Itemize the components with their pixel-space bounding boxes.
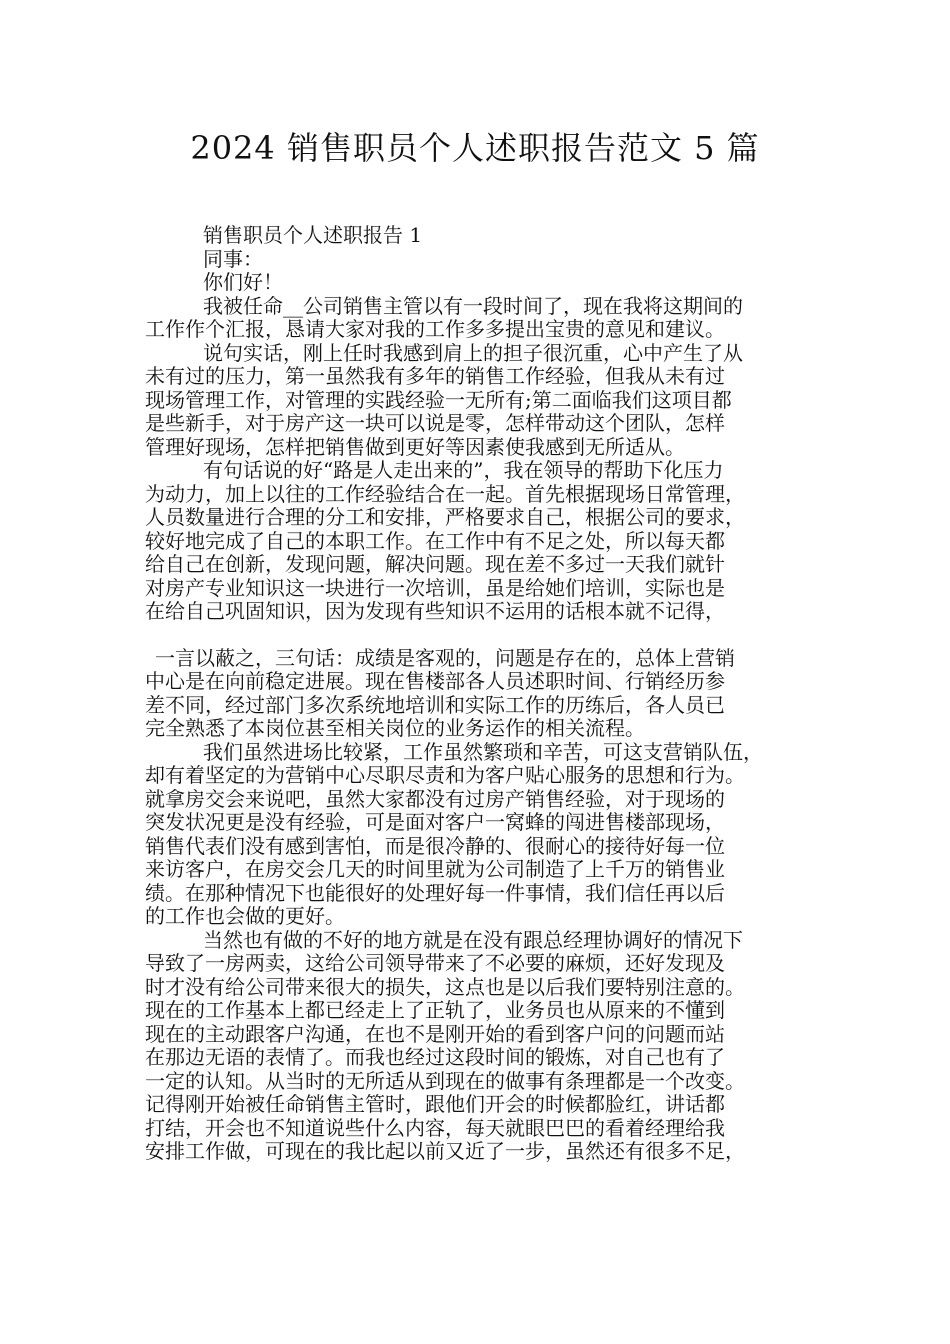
- text-line: 我们虽然进场比较紧，工作虽然繁琐和辛苦，可这支营销队伍，: [203, 739, 763, 764]
- text-line: 给自己在创新，发现问题，解决问题。现在差不多过一天我们就针: [145, 552, 725, 576]
- text-line: 说句实话，刚上任时我感到肩上的担子很沉重，心中产生了从: [203, 340, 743, 365]
- text-line: 工作作个汇报，恳请大家对我的工作多多提出宝贵的意见和建议。: [145, 317, 725, 341]
- text-line: 安排工作做，可现在的我比起以前又近了一步，虽然还有很多不足，: [145, 1139, 745, 1163]
- text-line: 中心是在向前稳定进展。现在售楼部各人员述职时间、行销经历参: [145, 669, 725, 693]
- text-line: 一定的认知。从当时的无所适从到现在的做事有条理都是一个改变。: [145, 1068, 745, 1093]
- text-line: 记得刚开始被任命销售主管时，跟他们开会的时候都脸红，讲话都: [145, 1092, 725, 1116]
- text-line: 现场管理工作，对管理的实践经验一无所有;第二面临我们这项目都: [145, 387, 732, 412]
- text-line: 有句话说的好“路是人走出来的”，我在领导的帮助下化压力: [203, 458, 724, 482]
- text-line: 一言以蔽之，三句话：成绩是客观的，问题是存在的，总体上营销: [155, 645, 735, 670]
- text-line: 我被任命__公司销售主管以有一段时间了，现在我将这期间的: [203, 293, 743, 318]
- text-line: 对房产专业知识这一块进行一次培训，虽是给她们培训，实际也是: [145, 575, 725, 600]
- text-line: 的工作也会做的更好。: [145, 904, 345, 928]
- document-body: [145, 224, 817, 1164]
- text-line: 人员数量进行合理的分工和安排，严格要求自己，根据公司的要求，: [145, 505, 745, 529]
- text-line: 差不同，经过部门多次系统地培训和实际工作的历练后，各人员已: [145, 692, 725, 717]
- text-line: 来访客户，在房交会几天的时间里就为公司制造了上千万的销售业: [145, 857, 725, 881]
- text-line: 却有着坚定的为营销中心尽职尽责和为客户贴心服务的思想和行为。: [145, 763, 745, 787]
- text-line: 同事：: [203, 246, 263, 271]
- text-line: 较好地完成了自己的本职工作。在工作中有不足之处，所以每天都: [145, 528, 725, 553]
- text-line: 管理好现场，怎样把销售做到更好等因素使我感到无所适从。: [145, 434, 685, 459]
- paragraph-gap: [145, 624, 817, 647]
- text-line: 时才没有给公司带来很大的损失，这点也是以后我们要特别注意的。: [145, 974, 745, 999]
- text-line: 为动力，加上以往的工作经验结合在一起。首先根据现场日常管理，: [145, 481, 745, 506]
- text-line: 现在的工作基本上都已经走上了正轨了，业务员也从原来的不懂到: [145, 998, 725, 1022]
- text-line: 销售职员个人述职报告 1: [203, 223, 423, 247]
- text-line: 导致了一房两卖，这给公司领导带来了不必要的麻烦，还好发现及: [145, 951, 725, 975]
- text-line: 未有过的压力，第一虽然我有多年的销售工作经验，但我从未有过: [145, 364, 725, 388]
- text-line: 你们好！: [203, 270, 283, 294]
- text-line: 在那边无语的表情了。而我也经过这段时间的锻炼，对自己也有了: [145, 1045, 725, 1069]
- document-title: 2024 销售职员个人述职报告范文 5 篇: [190, 129, 760, 167]
- text-line: 完全熟悉了本岗位甚至相关岗位的业务运作的相关流程。: [145, 716, 645, 740]
- text-line: 绩。在那种情况下也能很好的处理好每一件事情，我们信任再以后: [145, 880, 725, 905]
- text-line: 现在的主动跟客户沟通，在也不是刚开始的看到客户问的问题而站: [145, 1021, 725, 1046]
- text-line: 当然也有做的不好的地方就是在没有跟总经理协调好的情况下: [203, 927, 743, 952]
- text-line: 是些新手，对于房产这一块可以说是零，怎样带动这个团队，怎样: [145, 411, 725, 435]
- text-line: 打结，开会也不知道说些什么内容，每天就眼巴巴的看着经理给我: [145, 1115, 725, 1140]
- text-line: 销售代表们没有感到害怕，而是很冷静的、很耐心的接待好每一位: [145, 833, 725, 858]
- text-line: 在给自己巩固知识，因为发现有些知识不运用的话根本就不记得，: [145, 599, 725, 623]
- text-line: 就拿房交会来说吧，虽然大家都没有过房产销售经验，对于现场的: [145, 786, 725, 811]
- text-line: 突发状况更是没有经验，可是面对客户一窝蜂的闯进售楼部现场，: [145, 810, 725, 834]
